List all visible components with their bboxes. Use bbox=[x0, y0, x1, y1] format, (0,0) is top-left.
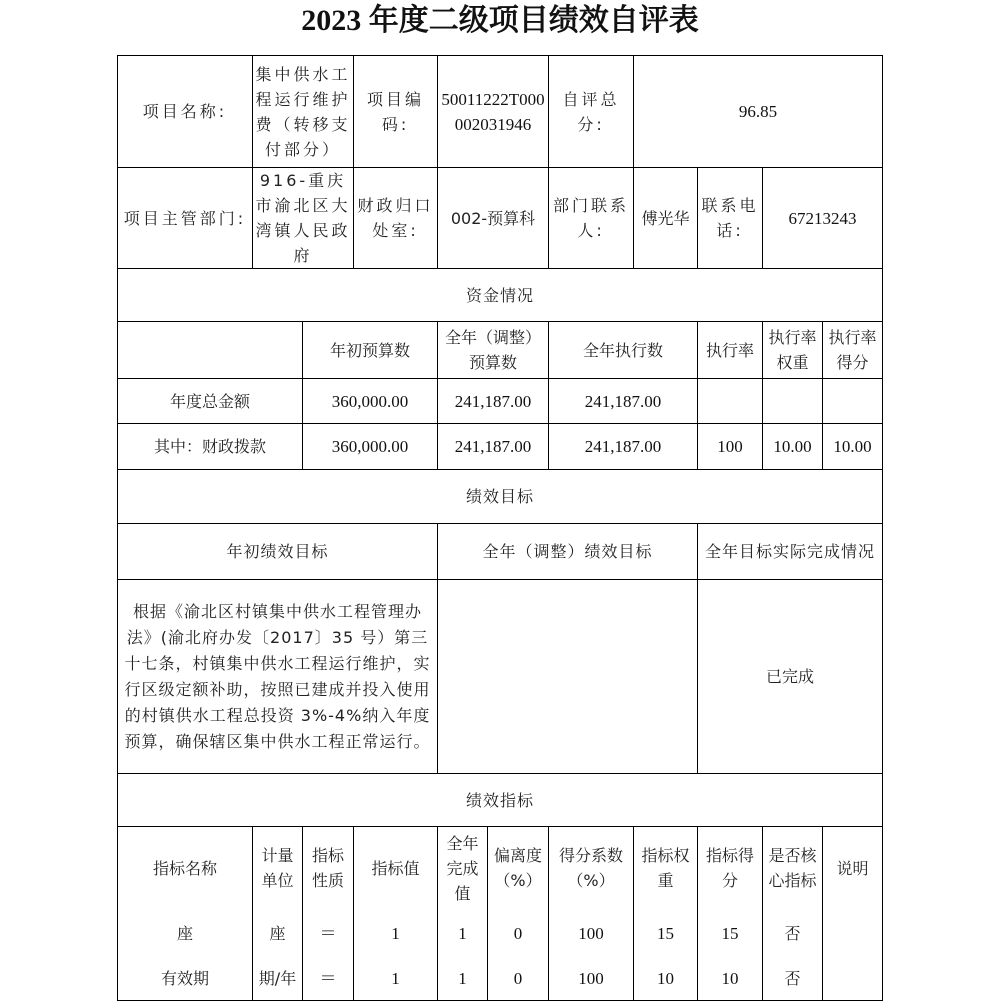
funds-header-score: 执行率得分 bbox=[823, 322, 883, 379]
funds-header-weight: 执行率权重 bbox=[763, 322, 823, 379]
evaluation-form bbox=[117, 55, 883, 1001]
row-goals-title bbox=[118, 470, 883, 524]
ind-header-actual: 全年完成值 bbox=[438, 827, 488, 910]
ind-note bbox=[823, 910, 883, 957]
funds-row-rate: 100 bbox=[698, 424, 763, 470]
row-indicators-header bbox=[118, 827, 883, 910]
dept-value: 916-重庆市渝北区大湾镇人民政府 bbox=[253, 168, 354, 269]
ind-header-score: 指标得分 bbox=[698, 827, 763, 910]
ind-core: 否 bbox=[763, 957, 823, 1001]
contact-phone-value: 67213243 bbox=[763, 168, 883, 269]
row-goals-header bbox=[118, 524, 883, 580]
indicator-row bbox=[118, 910, 883, 957]
ind-nature: ＝ bbox=[303, 957, 354, 1001]
adjusted-goal-text bbox=[438, 580, 698, 774]
ind-header-weight: 指标权重 bbox=[634, 827, 698, 910]
funds-row-adjusted: 241,187.00 bbox=[438, 379, 549, 424]
ind-deviation: 0 bbox=[488, 957, 549, 1001]
goals-header-actual: 全年目标实际完成情况 bbox=[698, 524, 883, 580]
dept-label: 项目主管部门: bbox=[118, 168, 253, 269]
project-code-value: 50011222T000002031946 bbox=[438, 56, 549, 168]
ind-score: 15 bbox=[698, 910, 763, 957]
ind-coefficient: 100 bbox=[549, 957, 634, 1001]
ind-coefficient: 100 bbox=[549, 910, 634, 957]
contact-phone-label: 联系电话: bbox=[698, 168, 763, 269]
row-project-name bbox=[118, 56, 883, 168]
ind-header-deviation: 偏离度（%） bbox=[488, 827, 549, 910]
ind-nature: ＝ bbox=[303, 910, 354, 957]
finance-office-value: 002-预算科 bbox=[438, 168, 549, 269]
self-score-value: 96.85 bbox=[634, 56, 883, 168]
goals-header-adjusted: 全年（调整）绩效目标 bbox=[438, 524, 698, 580]
funds-row-label: 年度总金额 bbox=[118, 379, 303, 424]
project-name-label: 项目名称: bbox=[118, 56, 253, 168]
funds-row-weight: 10.00 bbox=[763, 424, 823, 470]
ind-header-core: 是否核心指标 bbox=[763, 827, 823, 910]
funds-row-executed: 241,187.00 bbox=[549, 379, 698, 424]
ind-name: 有效期 bbox=[118, 957, 253, 1001]
funds-section-title: 资金情况 bbox=[118, 269, 883, 322]
ind-unit: 期/年 bbox=[253, 957, 303, 1001]
ind-actual: 1 bbox=[438, 957, 488, 1001]
funds-row-score bbox=[823, 379, 883, 424]
row-department bbox=[118, 168, 883, 269]
self-score-label: 自评总分: bbox=[549, 56, 634, 168]
ind-target: 1 bbox=[354, 910, 438, 957]
indicator-row bbox=[118, 957, 883, 1001]
funds-row bbox=[118, 379, 883, 424]
ind-weight: 10 bbox=[634, 957, 698, 1001]
ind-header-note: 说明 bbox=[823, 827, 883, 910]
ind-deviation: 0 bbox=[488, 910, 549, 957]
project-name-value: 集中供水工程运行维护费（转移支付部分） bbox=[253, 56, 354, 168]
ind-target: 1 bbox=[354, 957, 438, 1001]
ind-weight: 15 bbox=[634, 910, 698, 957]
initial-goal-text: 根据《渝北区村镇集中供水工程管理办法》(渝北府办发〔2017〕35 号）第三十七条，村镇集中供水工程运行维护，实行区级定额补助，按照已建成并投入使用的村镇供水工程总投资 3%-4%纳入年度预算，确保辖区集中供水工程正常运行。 bbox=[118, 580, 438, 774]
ind-unit: 座 bbox=[253, 910, 303, 957]
goals-section-title: 绩效目标 bbox=[118, 470, 883, 524]
actual-completion-text: 已完成 bbox=[698, 580, 883, 774]
funds-header-adjusted: 全年（调整）预算数 bbox=[438, 322, 549, 379]
funds-header-initial: 年初预算数 bbox=[303, 322, 438, 379]
funds-row-score: 10.00 bbox=[823, 424, 883, 470]
ind-header-nature: 指标性质 bbox=[303, 827, 354, 910]
ind-name: 座 bbox=[118, 910, 253, 957]
ind-header-target: 指标值 bbox=[354, 827, 438, 910]
indicators-section-title: 绩效指标 bbox=[118, 774, 883, 827]
ind-header-name: 指标名称 bbox=[118, 827, 253, 910]
ind-note bbox=[823, 957, 883, 1001]
funds-row-executed: 241,187.00 bbox=[549, 424, 698, 470]
row-goals-content bbox=[118, 580, 883, 774]
ind-header-unit: 计量单位 bbox=[253, 827, 303, 910]
project-code-label: 项目编码: bbox=[354, 56, 438, 168]
contact-person-value: 傅光华 bbox=[634, 168, 698, 269]
funds-header-rate: 执行率 bbox=[698, 322, 763, 379]
row-funds-title bbox=[118, 269, 883, 322]
funds-row-initial: 360,000.00 bbox=[303, 379, 438, 424]
row-funds-header bbox=[118, 322, 883, 379]
ind-actual: 1 bbox=[438, 910, 488, 957]
contact-person-label: 部门联系人: bbox=[549, 168, 634, 269]
funds-row-rate bbox=[698, 379, 763, 424]
goals-header-initial: 年初绩效目标 bbox=[118, 524, 438, 580]
row-indicators-title bbox=[118, 774, 883, 827]
funds-row-label: 其中：财政拨款 bbox=[118, 424, 303, 470]
ind-score: 10 bbox=[698, 957, 763, 1001]
funds-row-weight bbox=[763, 379, 823, 424]
funds-header-executed: 全年执行数 bbox=[549, 322, 698, 379]
ind-core: 否 bbox=[763, 910, 823, 957]
page-title: 2023 年度二级项目绩效自评表 bbox=[301, 4, 699, 37]
funds-row-adjusted: 241,187.00 bbox=[438, 424, 549, 470]
funds-row-initial: 360,000.00 bbox=[303, 424, 438, 470]
funds-row bbox=[118, 424, 883, 470]
funds-header-blank bbox=[118, 322, 303, 379]
finance-office-label: 财政归口处室: bbox=[354, 168, 438, 269]
ind-header-coefficient: 得分系数（%） bbox=[549, 827, 634, 910]
